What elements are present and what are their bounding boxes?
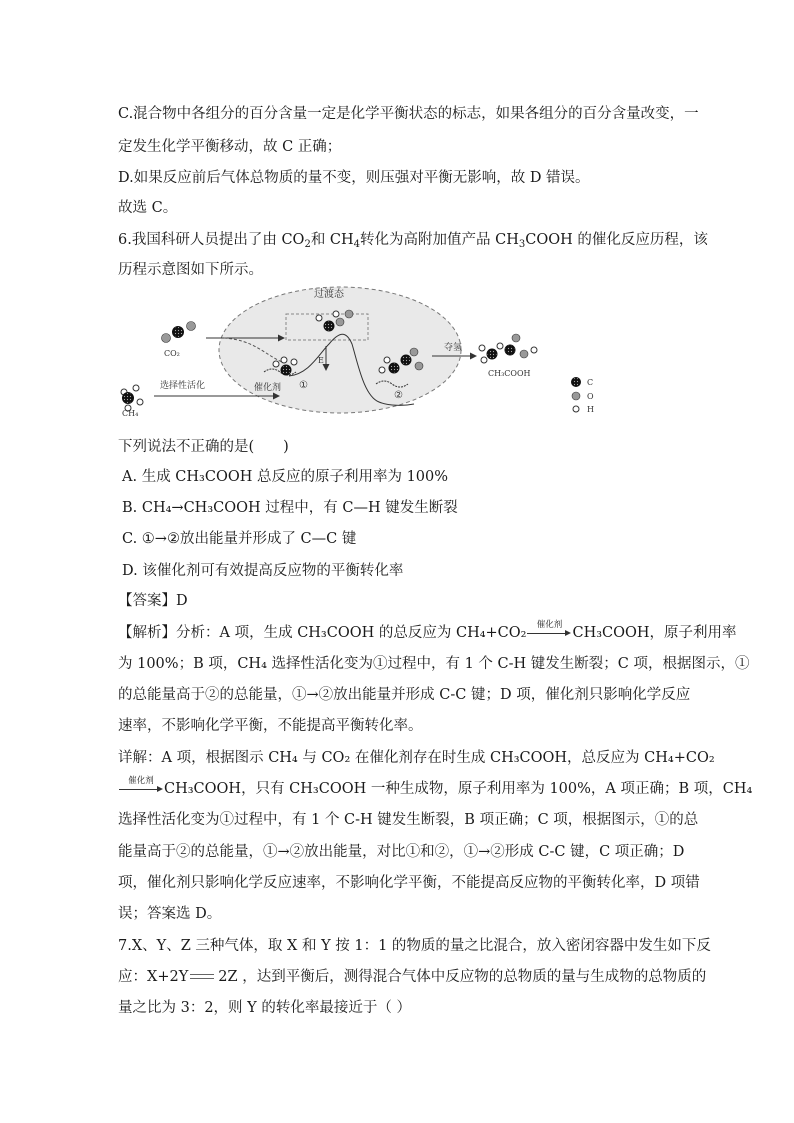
detail-line6: 误；答案选 D。 — [118, 906, 222, 922]
dehydrogenation-label: 夺氢 — [444, 343, 463, 353]
para-c-line1: C.混合物中各组分的百分含量一定是化学平衡状态的标志，如果各组分的百分含量改变，一 — [118, 106, 699, 122]
co2-molecule — [162, 322, 196, 343]
q6-answer: 【答案】D — [118, 593, 188, 609]
q7-line2 — [118, 967, 706, 987]
conclusion: 故选 C。 — [118, 200, 178, 216]
legend-o: O — [587, 392, 594, 401]
q7-line1: 7.X、Y、Z 三种气体，取 X 和 Y 按 1：1 的物质的量之比混合，放入密闭容器中发生如下反 — [118, 938, 711, 954]
q7-line2a: 应：X+2Y — [118, 969, 189, 985]
co2-label: CO₂ — [164, 349, 180, 358]
catalyst-label: 催化剂 — [254, 383, 282, 393]
q7-line2b: 2Z ，达到平衡后，测得混合气体中反应物的总物质的量与生成物的总物质的 — [218, 969, 707, 985]
legend-h: H — [587, 405, 594, 414]
detail-line5: 项，催化剂只影响化学反应速率，不影响化学平衡，不能提高反应物的平衡转化率，D 项错 — [118, 875, 700, 891]
analysis-line1 — [118, 620, 737, 643]
para-d: D.如果反应前后气体总物质的量不变，则压强对平衡无影响，故 D 错误。 — [118, 170, 590, 186]
acetic-acid-molecule — [479, 334, 537, 363]
ch4-label: CH₄ — [122, 409, 139, 416]
legend-c: C — [587, 378, 594, 387]
selective-activation-label: 选择性活化 — [160, 381, 206, 391]
q6-option-d: D. 该催化剂可有效提高反应物的平衡转化率 — [122, 563, 404, 579]
analysis-line3: 的总能量高于②的总能量，①→②放出能量并形成 C-C 键；D 项，催化剂只影响化学反应 — [118, 687, 691, 703]
detail-line3: 选择性活化变为①过程中，有 1 个 C-H 键发生断裂，B 项正确；C 项，根据图示，①的总 — [118, 812, 699, 828]
q7-line3: 量之比为 3：2，则 Y 的转化率最接近于（ ） — [118, 1000, 411, 1016]
product-label: CH₃COOH — [488, 369, 531, 378]
detail-line1: 详解：A 项，根据图示 CH₄ 与 CO₂ 在催化剂存在时生成 CH₃COOH，总反应为 CH₄+CO₂ — [118, 750, 715, 766]
legend — [572, 378, 581, 413]
equilibrium-arrow — [190, 972, 216, 982]
analysis-1b: CH₃COOH，原子利用率 — [572, 625, 737, 641]
catalyst-arrow-1-label: 催化剂 — [536, 620, 563, 630]
catalyst-arrow-2-label: 催化剂 — [128, 776, 154, 786]
ch4-molecule — [121, 385, 143, 411]
energy-e-label: E — [318, 356, 324, 365]
step-2-label: ② — [394, 390, 403, 401]
analysis-line4: 速率，不影响化学平衡，不能提高平衡转化率。 — [118, 718, 423, 734]
catalyst-arrow-1 — [527, 620, 571, 640]
detail-2-text: CH₃COOH，只有 CH₃COOH 一种生成物，原子利用率为 100%，A 项正确；B 项，CH₄ — [164, 781, 753, 797]
q6-stem-part4: COOH 的催化反应历程，该 — [525, 232, 708, 248]
para-c-line2: 定发生化学平衡移动，故 C 正确； — [118, 139, 342, 155]
analysis-line2: 为 100%；B 项，CH₄ 选择性活化变为①过程中，有 1 个 C-H 键发生断裂；C 项，根据图示，① — [118, 656, 750, 672]
reaction-ellipse — [219, 287, 461, 413]
step-1-label: ① — [299, 380, 308, 391]
analysis-1a: 【解析】分析：A 项，生成 CH₃COOH 的总反应为 CH₄+CO₂ — [118, 625, 527, 641]
catalyst-arrow-2 — [119, 776, 163, 796]
q6-stem-part3: 转化为高附加值产品 CH — [360, 232, 519, 248]
reaction-mechanism-diagram — [114, 284, 604, 416]
q6-stem-part2: 和 CH — [310, 232, 354, 248]
q6-stem-part1: 6.我国科研人员提出了由 CO — [118, 232, 305, 248]
transition-state-label: 过渡态 — [314, 289, 344, 300]
detail-line4: 能量高于②的总能量，①→②放出能量，对比①和②，①→②形成 C-C 键，C 项正确；D — [118, 844, 685, 860]
q6-option-c: C. ①→②放出能量并形成了 C—C 键 — [122, 531, 357, 547]
q6-stem-line2: 历程示意图如下所示。 — [118, 262, 263, 278]
q6-stem-line1: 6.我国科研人员提出了由 $CO_2$和 $CH_4$转化为高附加值产品 $CH_3COOH$ 的催化反应历程，该 — [118, 232, 708, 250]
q6-option-b: B. CH₄→CH₃COOH 过程中，有 C—H 键发生断裂 — [122, 500, 458, 516]
q6-option-a: A. 生成 CH₃COOH 总反应的原子利用率为 100% — [122, 469, 449, 485]
q6-prompt: 下列说法不正确的是( ) — [118, 439, 289, 455]
detail-line2 — [118, 776, 753, 799]
